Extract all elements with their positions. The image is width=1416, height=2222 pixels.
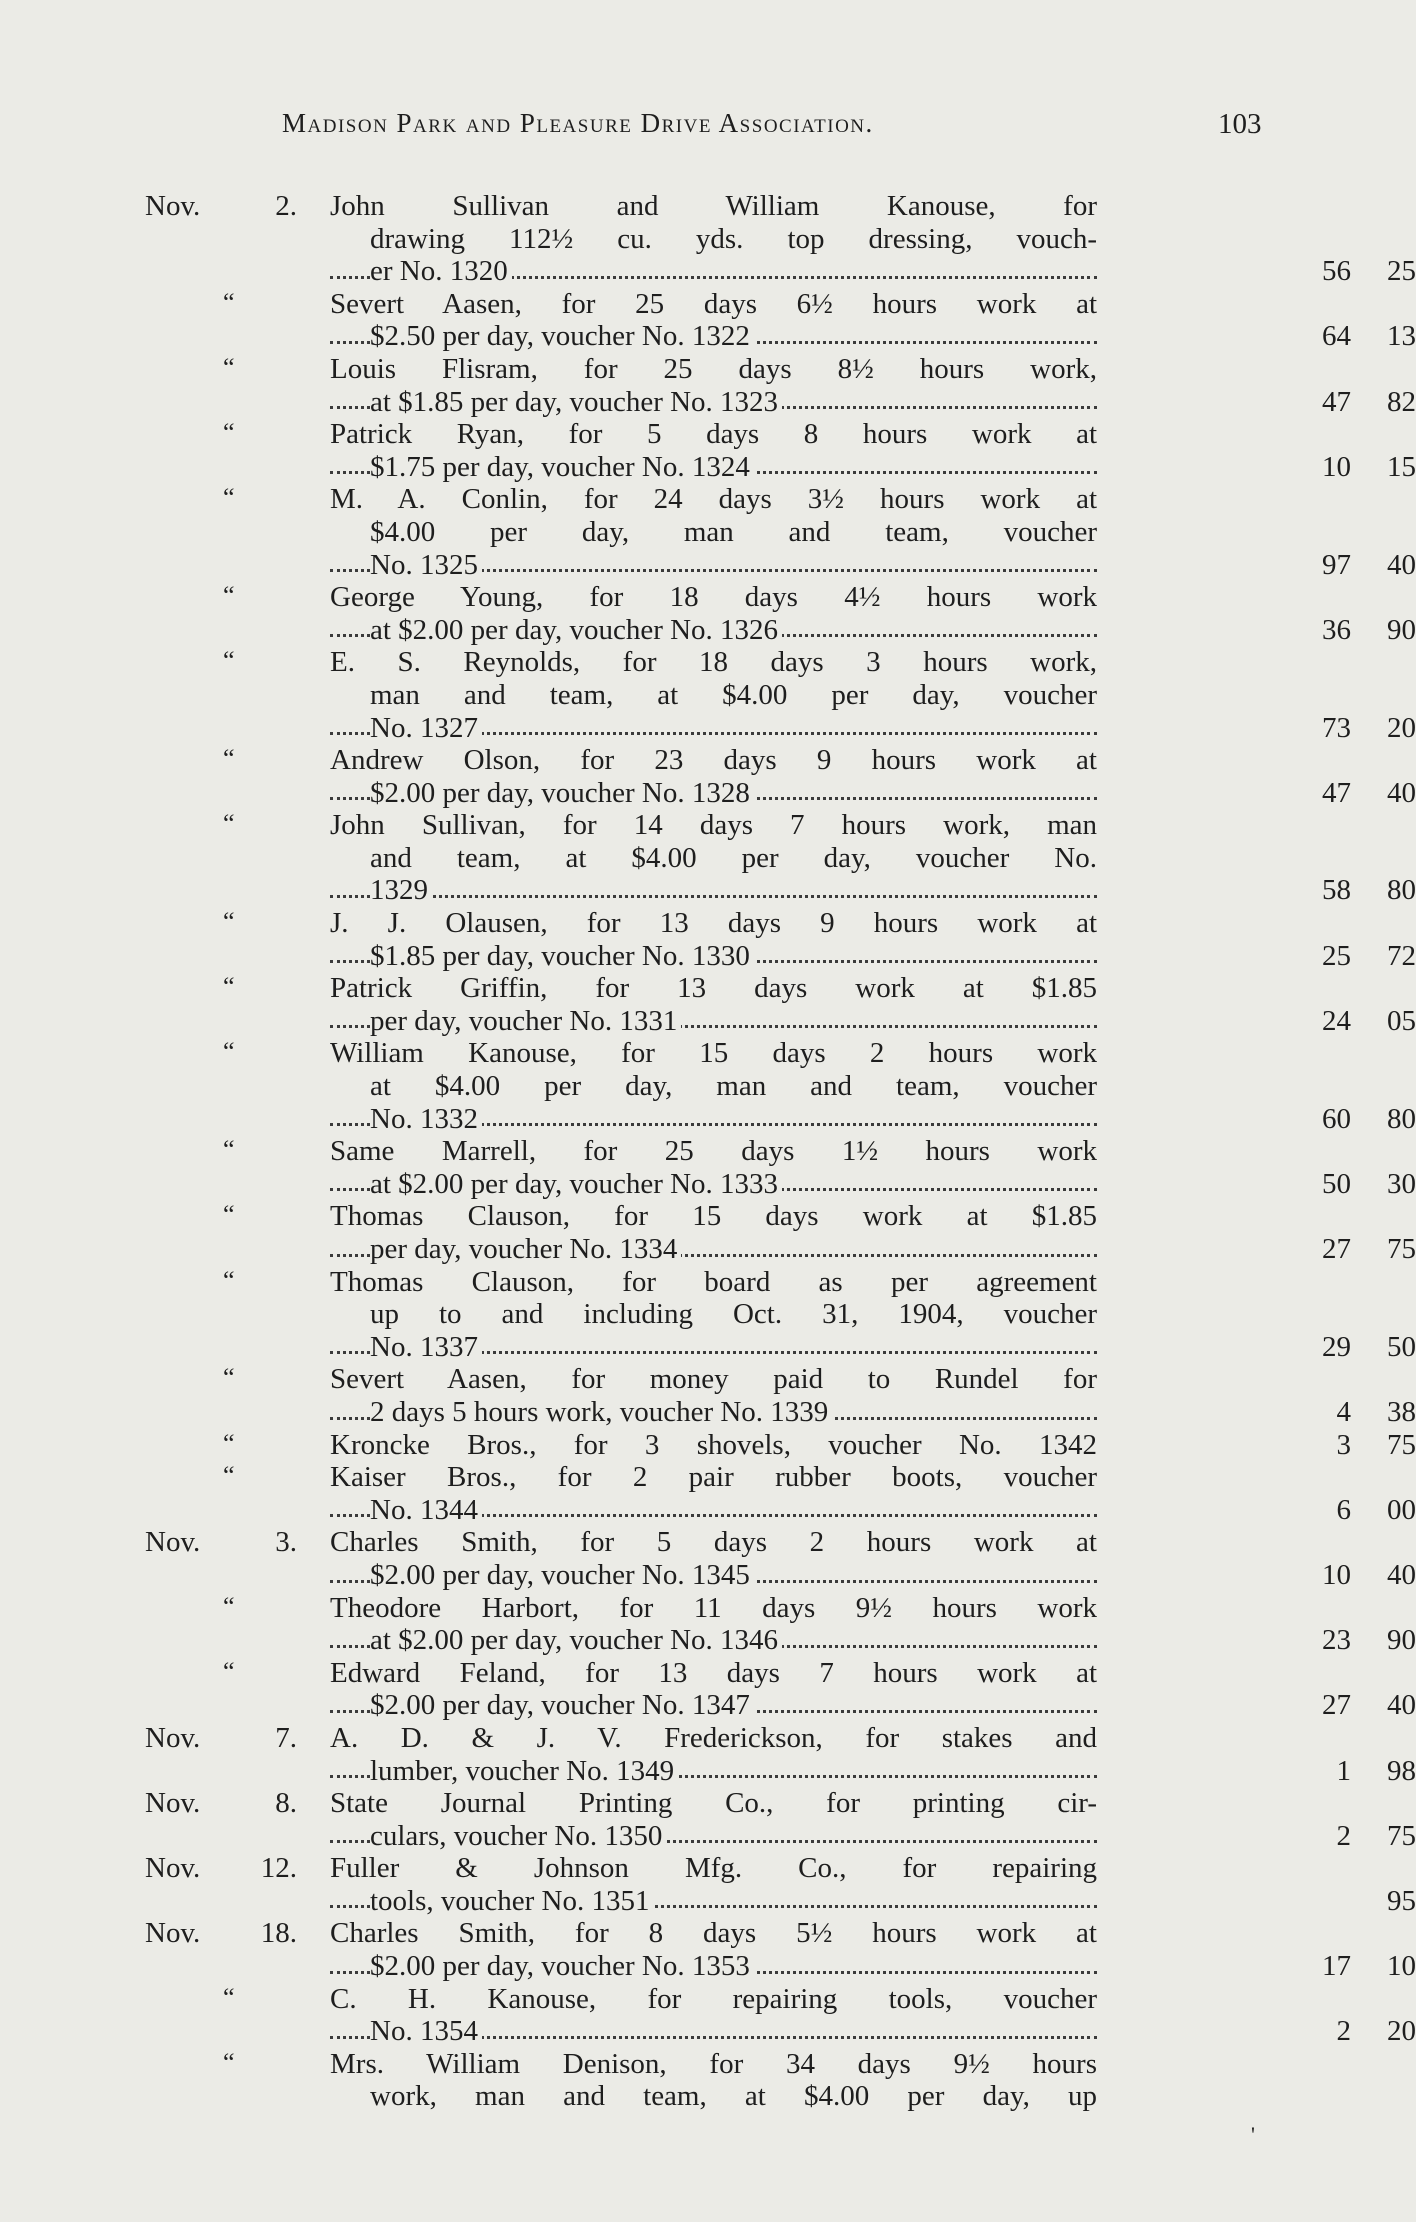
amount-cents: 05 (1387, 1004, 1416, 1037)
ditto-mark: “ (223, 1461, 235, 1491)
ditto-mark: “ (223, 646, 235, 676)
entry-line (330, 874, 1097, 907)
entry-line-text: $1.85 per day, voucher No. 1330 (370, 940, 754, 972)
entry-description (330, 1266, 1097, 1364)
entry-amount (1265, 255, 1416, 288)
amount-dollars: 10 (1322, 450, 1351, 483)
amount-cents: 40 (1387, 548, 1416, 581)
entry-line: Kroncke Bros., for 3 shovels, voucher No. 1342 (330, 1428, 1097, 1461)
amount-cents: 82 (1387, 385, 1416, 418)
entry-description (330, 1135, 1097, 1200)
entry-amount (1265, 777, 1416, 810)
entry-line-text: $1.75 per day, voucher No. 1324 (370, 451, 754, 483)
entry-line-text: lumber, voucher No. 1349 (370, 1755, 678, 1787)
ledger-entry (0, 1657, 1416, 1722)
entry-line-text: per day, voucher No. 1334 (370, 1233, 681, 1265)
ditto-mark: “ (223, 1135, 235, 1165)
entry-amount (1265, 874, 1416, 907)
amount-cents: 75 (1387, 1819, 1416, 1852)
entry-amount (1265, 1429, 1416, 1462)
amount-cents: 40 (1387, 1689, 1416, 1722)
entry-line: State Journal Printing Co., for printing cir- (330, 1787, 1097, 1820)
ledger-entry (0, 483, 1416, 581)
ledger-entry (0, 744, 1416, 809)
entry-line-text: er No. 1320 (370, 255, 512, 287)
amount-cents: 50 (1387, 1330, 1416, 1363)
entry-amount (1265, 1331, 1416, 1364)
entry-month: Nov. (145, 1917, 201, 1950)
entry-amount (1265, 614, 1416, 647)
ledger-entry (0, 809, 1416, 907)
entry-amount (1265, 2015, 1416, 2048)
entry-line: M. A. Conlin, for 24 days 3½ hours work at (330, 483, 1097, 516)
entry-line: Same Marrell, for 25 days 1½ hours work (330, 1135, 1097, 1168)
folio-mark: ' (1251, 2122, 1255, 2147)
entry-line (330, 255, 1097, 288)
entry-line: Fuller & Johnson Mfg. Co., for repairing (330, 1852, 1097, 1885)
amount-dollars: 27 (1322, 1689, 1351, 1722)
amount-dollars: 23 (1322, 1624, 1351, 1657)
ditto-mark: “ (223, 352, 235, 382)
entry-line (330, 1755, 1097, 1788)
entry-month: Nov. (145, 1787, 201, 1820)
ditto-mark: “ (223, 1265, 235, 1295)
amount-dollars: 47 (1322, 385, 1351, 418)
ditto-mark: “ (223, 972, 235, 1002)
ledger-entry (0, 581, 1416, 646)
entry-amount (1265, 1820, 1416, 1853)
amount-dollars: 25 (1322, 939, 1351, 972)
entry-line (330, 2015, 1097, 2048)
entry-day: 2. (275, 190, 297, 222)
ledger-entry (0, 1852, 1416, 1917)
entry-line: Charles Smith, for 5 days 2 hours work at (330, 1526, 1097, 1559)
entry-date (145, 1722, 297, 1754)
ledger-entry (0, 1266, 1416, 1364)
amount-dollars: 73 (1322, 711, 1351, 744)
ledger-entry (0, 1917, 1416, 1982)
ledger-entry (0, 1526, 1416, 1591)
entry-line (330, 549, 1097, 582)
entry-description (330, 1429, 1097, 1462)
entry-line: Theodore Harbort, for 11 days 9½ hours work (330, 1591, 1097, 1624)
entry-description (330, 1526, 1097, 1591)
entry-line: Thomas Clauson, for board as per agreement (330, 1265, 1097, 1298)
entry-amount (1265, 1233, 1416, 1266)
amount-cents: 80 (1387, 874, 1416, 907)
entry-day: 3. (275, 1526, 297, 1559)
entry-date (145, 646, 297, 678)
entry-line-text: $2.50 per day, voucher No. 1322 (370, 320, 754, 352)
entry-day: 18. (260, 1917, 297, 1950)
entry-line (330, 1820, 1097, 1853)
amount-dollars: 60 (1322, 1102, 1351, 1135)
entry-line: up to and including Oct. 31, 1904, voucher (370, 1298, 1097, 1331)
entry-amount (1265, 1396, 1416, 1429)
entry-date (145, 581, 297, 613)
entry-date (145, 972, 297, 1004)
entry-description (330, 1787, 1097, 1852)
ledger-entry (0, 2048, 1416, 2113)
ditto-mark: “ (223, 907, 235, 937)
entry-line (330, 1233, 1097, 1266)
entry-date (145, 744, 297, 776)
amount-cents: 10 (1387, 1950, 1416, 1983)
amount-cents: 40 (1387, 1558, 1416, 1591)
entry-amount (1265, 1624, 1416, 1657)
entry-date (145, 418, 297, 450)
amount-dollars: 17 (1322, 1950, 1351, 1983)
entry-line (330, 1168, 1097, 1201)
entry-line: John Sullivan and William Kanouse, for (330, 190, 1097, 222)
amount-cents: 20 (1387, 711, 1416, 744)
entry-line-text: $2.00 per day, voucher No. 1345 (370, 1559, 754, 1591)
entry-amount (1265, 1168, 1416, 1201)
amount-cents: 00 (1387, 1493, 1416, 1526)
entry-line-text: $2.00 per day, voucher No. 1347 (370, 1689, 754, 1721)
entry-description (330, 972, 1097, 1037)
amount-cents: 13 (1387, 320, 1416, 353)
entry-line-text: 2 days 5 hours work, voucher No. 1339 (370, 1396, 832, 1428)
ledger-entries (0, 190, 1416, 2113)
entry-line: George Young, for 18 days 4½ hours work (330, 581, 1097, 614)
running-head (0, 108, 1416, 148)
amount-cents: 95 (1387, 1884, 1416, 1917)
amount-cents: 90 (1387, 613, 1416, 646)
entry-line: drawing 112½ cu. yds. top dressing, vouch- (370, 222, 1097, 255)
entry-date (145, 1266, 297, 1298)
entry-line-text: at $2.00 per day, voucher No. 1326 (370, 614, 782, 646)
amount-cents: 30 (1387, 1167, 1416, 1200)
entry-line-text: $2.00 per day, voucher No. 1328 (370, 777, 754, 809)
entry-month: Nov. (145, 1721, 201, 1754)
entry-line (330, 320, 1097, 353)
entry-line: Edward Feland, for 13 days 7 hours work at (330, 1656, 1097, 1689)
entry-date (145, 2048, 297, 2080)
amount-dollars: 29 (1322, 1330, 1351, 1363)
ditto-mark: “ (223, 418, 235, 448)
ditto-mark: “ (223, 287, 235, 317)
entry-date (145, 1200, 297, 1232)
entry-amount (1265, 1005, 1416, 1038)
entry-date (145, 1983, 297, 2015)
entry-line: at $4.00 per day, man and team, voucher (370, 1070, 1097, 1103)
entry-line: Severt Aasen, for 25 days 6½ hours work at (330, 287, 1097, 320)
entry-line (330, 1331, 1097, 1364)
entry-line (330, 1885, 1097, 1918)
entry-line (330, 386, 1097, 419)
amount-cents: 72 (1387, 939, 1416, 972)
entry-month: Nov. (145, 1852, 201, 1885)
entry-line: man and team, at $4.00 per day, voucher (370, 678, 1097, 711)
entry-line: J. J. Olausen, for 13 days 9 hours work at (330, 907, 1097, 940)
entry-description (330, 288, 1097, 353)
entry-line: work, man and team, at $4.00 per day, up (370, 2080, 1097, 2113)
ditto-mark: “ (223, 744, 235, 774)
entry-line: Andrew Olson, for 23 days 9 hours work at (330, 744, 1097, 777)
entry-line: E. S. Reynolds, for 18 days 3 hours work, (330, 646, 1097, 679)
entry-date (145, 483, 297, 515)
entry-line-text: $2.00 per day, voucher No. 1353 (370, 1950, 754, 1982)
entry-line (330, 1950, 1097, 1983)
amount-dollars: 27 (1322, 1233, 1351, 1265)
entry-description (330, 483, 1097, 581)
amount-cents: 80 (1387, 1102, 1416, 1135)
entry-date (145, 1657, 297, 1689)
ditto-mark: “ (223, 1428, 235, 1458)
entry-date (145, 1787, 297, 1819)
entry-amount (1265, 940, 1416, 973)
entry-line: Patrick Griffin, for 13 days work at $1.85 (330, 972, 1097, 1005)
amount-dollars: 2 (1336, 1819, 1351, 1852)
ledger-entry (0, 190, 1416, 288)
amount-dollars: 64 (1322, 320, 1351, 353)
entry-amount (1265, 1755, 1416, 1788)
ledger-entry (0, 1135, 1416, 1200)
entry-amount (1265, 1689, 1416, 1722)
entry-amount (1265, 451, 1416, 484)
entry-date (145, 1917, 297, 1949)
entry-line: C. H. Kanouse, for repairing tools, voucher (330, 1982, 1097, 2015)
entry-description (330, 1722, 1097, 1787)
ledger-entry (0, 1429, 1416, 1462)
amount-dollars: 36 (1322, 613, 1351, 646)
running-title: Madison Park and Pleasure Drive Association. (282, 108, 874, 138)
entry-amount (1265, 320, 1416, 353)
entry-line-text: No. 1327 (370, 712, 482, 744)
ledger-entry (0, 1461, 1416, 1526)
entry-line-text: at $2.00 per day, voucher No. 1333 (370, 1168, 782, 1200)
entry-line: Severt Aasen, for money paid to Rundel for (330, 1363, 1097, 1396)
entry-description (330, 809, 1097, 907)
entry-description (330, 1200, 1097, 1265)
ditto-mark: “ (223, 2047, 235, 2077)
amount-dollars: 58 (1322, 874, 1351, 907)
entry-date (145, 907, 297, 939)
entry-line: Patrick Ryan, for 5 days 8 hours work at (330, 418, 1097, 451)
entry-day: 8. (275, 1787, 297, 1820)
amount-dollars: 1 (1336, 1754, 1351, 1787)
entry-line (330, 777, 1097, 810)
entry-line-text: No. 1332 (370, 1103, 482, 1135)
entry-month: Nov. (145, 190, 201, 222)
amount-dollars: 24 (1322, 1004, 1351, 1037)
amount-cents: 40 (1387, 776, 1416, 809)
entry-date (145, 1037, 297, 1069)
ditto-mark: “ (223, 1200, 235, 1230)
entry-amount (1265, 549, 1416, 582)
entry-month: Nov. (145, 1526, 201, 1559)
entry-line: and team, at $4.00 per day, voucher No. (370, 841, 1097, 874)
entry-line (330, 1494, 1097, 1527)
entry-description (330, 907, 1097, 972)
ditto-mark: “ (223, 1037, 235, 1067)
entry-day: 12. (260, 1852, 297, 1885)
entry-amount (1265, 712, 1416, 745)
amount-cents: 25 (1387, 255, 1416, 288)
entry-description (330, 581, 1097, 646)
entry-amount (1265, 386, 1416, 419)
ditto-mark: “ (223, 483, 235, 513)
entry-line: Louis Flisram, for 25 days 8½ hours work, (330, 352, 1097, 385)
entry-line (330, 1005, 1097, 1038)
entry-line-text: 1329 (370, 874, 432, 906)
entry-date (145, 190, 297, 222)
entry-line: Charles Smith, for 8 days 5½ hours work at (330, 1917, 1097, 1950)
entry-line: Thomas Clauson, for 15 days work at $1.85 (330, 1200, 1097, 1233)
ditto-mark: “ (223, 1982, 235, 2012)
entry-line (330, 614, 1097, 647)
entry-amount (1265, 1950, 1416, 1983)
entry-line-text: No. 1337 (370, 1331, 482, 1363)
amount-dollars: 2 (1336, 2015, 1351, 2048)
entry-line: William Kanouse, for 15 days 2 hours work (330, 1037, 1097, 1070)
amount-dollars: 97 (1322, 548, 1351, 581)
ledger-entry (0, 1983, 1416, 2048)
amount-cents: 15 (1387, 450, 1416, 483)
entry-line (330, 940, 1097, 973)
ditto-mark: “ (223, 1656, 235, 1686)
entry-date (145, 1592, 297, 1624)
amount-cents: 20 (1387, 2015, 1416, 2048)
amount-dollars: 4 (1336, 1395, 1351, 1428)
entry-line: Mrs. William Denison, for 34 days 9½ hours (330, 2047, 1097, 2080)
ledger-entry (0, 1722, 1416, 1787)
ledger-entry (0, 1037, 1416, 1135)
entry-description (330, 190, 1097, 288)
entry-day: 7. (275, 1721, 297, 1754)
entry-date (145, 809, 297, 841)
entry-line (330, 1396, 1097, 1429)
ledger-entry (0, 1200, 1416, 1265)
entry-line-text: No. 1325 (370, 549, 482, 581)
entry-date (145, 288, 297, 320)
amount-cents: 75 (1387, 1428, 1416, 1461)
entry-amount (1265, 1103, 1416, 1136)
entry-line (330, 712, 1097, 745)
amount-dollars: 3 (1336, 1428, 1351, 1461)
amount-cents: 90 (1387, 1624, 1416, 1657)
entry-date (145, 1135, 297, 1167)
entry-line (330, 1103, 1097, 1136)
entry-line: A. D. & J. V. Frederickson, for stakes and (330, 1721, 1097, 1754)
entry-amount (1265, 1494, 1416, 1527)
amount-dollars: 47 (1322, 776, 1351, 809)
ditto-mark: “ (223, 581, 235, 611)
entry-description (330, 1592, 1097, 1657)
ledger-entry (0, 646, 1416, 744)
ledger-entry (0, 1787, 1416, 1852)
ledger-entry (0, 1592, 1416, 1657)
amount-cents: 98 (1387, 1754, 1416, 1787)
entry-description (330, 1852, 1097, 1917)
entry-description (330, 744, 1097, 809)
entry-date (145, 1429, 297, 1461)
entry-description (330, 1657, 1097, 1722)
entry-description (330, 1363, 1097, 1428)
amount-cents: 75 (1387, 1233, 1416, 1265)
entry-line-text: per day, voucher No. 1331 (370, 1005, 681, 1037)
ledger-entry (0, 288, 1416, 353)
ledger-entry (0, 972, 1416, 1037)
entry-amount (1265, 1559, 1416, 1592)
entry-line-text: at $1.85 per day, voucher No. 1323 (370, 386, 782, 418)
ditto-mark: “ (223, 1363, 235, 1393)
entry-description (330, 1917, 1097, 1982)
amount-dollars: 10 (1322, 1558, 1351, 1591)
ledger-entry (0, 418, 1416, 483)
entry-date (145, 1526, 297, 1558)
amount-dollars: 56 (1322, 255, 1351, 288)
entry-date (145, 1363, 297, 1395)
entry-line (330, 451, 1097, 484)
entry-line-text: at $2.00 per day, voucher No. 1346 (370, 1624, 782, 1656)
ditto-mark: “ (223, 809, 235, 839)
page-number: 103 (1218, 108, 1262, 140)
entry-line-text: No. 1354 (370, 2015, 482, 2047)
entry-line-text: tools, voucher No. 1351 (370, 1885, 654, 1917)
entry-line (330, 1624, 1097, 1657)
entry-description (330, 646, 1097, 744)
entry-line: John Sullivan, for 14 days 7 hours work, man (330, 809, 1097, 842)
entry-description (330, 1983, 1097, 2048)
ledger-entry (0, 1363, 1416, 1428)
ledger-entry (0, 907, 1416, 972)
entry-description (330, 2048, 1097, 2113)
ditto-mark: “ (223, 1591, 235, 1621)
amount-dollars: 50 (1322, 1167, 1351, 1200)
ledger-entry (0, 353, 1416, 418)
entry-line (330, 1559, 1097, 1592)
entry-date (145, 1852, 297, 1884)
entry-description (330, 353, 1097, 418)
entry-description (330, 1461, 1097, 1526)
entry-line (330, 1689, 1097, 1722)
entry-line-text: No. 1344 (370, 1494, 482, 1526)
entry-description (330, 418, 1097, 483)
entry-description (330, 1037, 1097, 1135)
amount-cents: 38 (1387, 1395, 1416, 1428)
entry-amount (1265, 1885, 1416, 1918)
amount-dollars: 6 (1336, 1493, 1351, 1526)
entry-line: Kaiser Bros., for 2 pair rubber boots, voucher (330, 1461, 1097, 1494)
entry-date (145, 1461, 297, 1493)
entry-date (145, 353, 297, 385)
entry-line-text: culars, voucher No. 1350 (370, 1820, 666, 1852)
entry-line: $4.00 per day, man and team, voucher (370, 515, 1097, 548)
